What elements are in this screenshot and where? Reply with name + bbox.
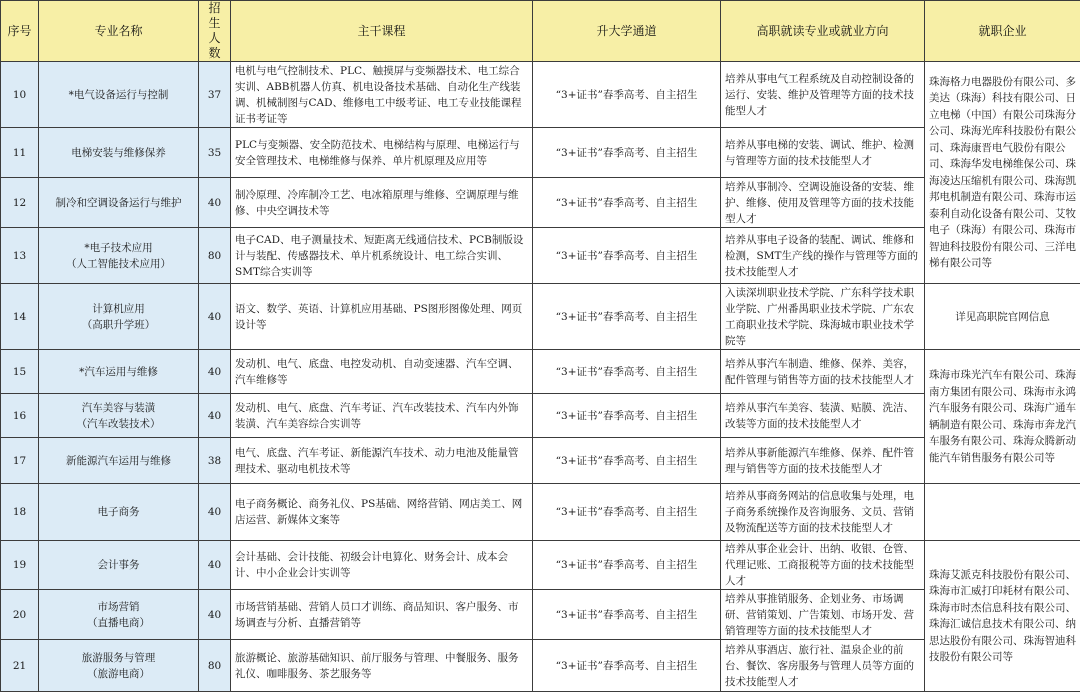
core-courses: 旅游概论、旅游基础知识、前厅服务与管理、中餐服务、服务礼仪、咖啡服务、茶艺服务等 [231, 640, 533, 692]
employers-empty-cell [925, 484, 1080, 541]
major-name-main: 旅游服务与管理 [41, 650, 196, 666]
header-no: 序号 [1, 1, 39, 62]
row-number: 17 [1, 438, 39, 484]
row-number: 18 [1, 484, 39, 541]
major-name-main: *汽车运用与维修 [41, 364, 196, 380]
enrollment-count: 40 [199, 350, 231, 394]
table-row [1, 284, 1080, 350]
major-name-sub: （高职升学班） [41, 317, 196, 333]
university-pathway: “3+证书”春季高考、自主招生 [533, 178, 721, 228]
table-row [1, 394, 1080, 438]
core-courses: 制冷原理、冷库制冷工艺、电冰箱原理与维修、空调原理与维修、中央空调技术等 [231, 178, 533, 228]
header-pathway: 升大学通道 [533, 1, 721, 62]
table-row [1, 350, 1080, 394]
row-number: 10 [1, 62, 39, 128]
core-courses: 市场营销基础、营销人员口才训练、商品知识、客户服务、市场调查与分析、直播营销等 [231, 590, 533, 640]
row-number: 21 [1, 640, 39, 692]
major-name [39, 128, 199, 178]
major-name-main: 电梯安装与维修保养 [41, 145, 196, 161]
major-name-main: 市场营销 [41, 599, 196, 615]
university-pathway: “3+证书”春季高考、自主招生 [533, 590, 721, 640]
major-name-main: *电气设备运行与控制 [41, 87, 196, 103]
table-row [1, 438, 1080, 484]
table-row [1, 590, 1080, 640]
employers-group-c: 珠海市珠光汽车有限公司、珠海南方集团有限公司、珠海市永鸿汽车服务有限公司、珠海广通车辆制造有限公司、珠海市奔龙汽车服务有限公司、珠海众腾新动能汽车销售服务有限公司等 [925, 350, 1080, 484]
major-name [39, 640, 199, 692]
major-name-main: 会计事务 [41, 557, 196, 573]
header-enrollment-line2: 人数 [203, 31, 226, 61]
core-courses: 电气、底盘、汽车考证、新能源汽车技术、动力电池及能量管理技术、驱动电机技术等 [231, 438, 533, 484]
university-pathway: “3+证书”春季高考、自主招生 [533, 541, 721, 590]
row-number: 20 [1, 590, 39, 640]
major-name [39, 590, 199, 640]
row-number: 12 [1, 178, 39, 228]
core-courses: 发动机、电气、底盘、电控发动机、自动变速器、汽车空调、汽车维修等 [231, 350, 533, 394]
row-number: 19 [1, 541, 39, 590]
career-direction: 培养从事推销服务、企划业务、市场调研、营销策划、广告策划、市场开发、营销管理等方面的技术技能型人才 [721, 590, 925, 640]
career-direction: 培养从事新能源汽车维修、保养、配件管理与销售等方面的技术技能型人才 [721, 438, 925, 484]
enrollment-count: 40 [199, 590, 231, 640]
table-row [1, 128, 1080, 178]
career-direction: 培养从事酒店、旅行社、温泉企业的前台、餐饮、客房服务与管理人员等方面的技术技能型人才 [721, 640, 925, 692]
core-courses: 电子商务概论、商务礼仪、PS基础、网络营销、网店美工、网店运营、新媒体文案等 [231, 484, 533, 541]
major-name-sub: （汽车改装技术） [41, 416, 196, 432]
enrollment-count: 40 [199, 394, 231, 438]
header-courses: 主干课程 [231, 1, 533, 62]
row-number: 13 [1, 228, 39, 284]
row-number: 11 [1, 128, 39, 178]
table-row [1, 62, 1080, 128]
employers-group-d: 珠海艾派克科技股份有限公司、珠海市汇威打印耗材有限公司、珠海市时杰信息科技有限公司、珠海汇诚信息技术有限公司、纳思达股份有限公司、珠海智迪科技股份有限公司等 [925, 541, 1080, 692]
university-pathway: “3+证书”春季高考、自主招生 [533, 484, 721, 541]
major-name [39, 62, 199, 128]
core-courses: 发动机、电气、底盘、汽车考证、汽车改装技术、汽车内外饰装潢、汽车美容综合实训等 [231, 394, 533, 438]
core-courses: PLC与变频器、安全防范技术、电梯结构与原理、电梯运行与安全管理技术、电梯维修与保养、单片机原理及应用等 [231, 128, 533, 178]
major-name-main: 汽车美容与装潢 [41, 400, 196, 416]
university-pathway: “3+证书”春季高考、自主招生 [533, 640, 721, 692]
university-pathway: “3+证书”春季高考、自主招生 [533, 62, 721, 128]
university-pathway: “3+证书”春季高考、自主招生 [533, 284, 721, 350]
career-direction: 培养从事汽车美容、装潢、贴膜、洗洁、改装等方面的技术技能型人才 [721, 394, 925, 438]
university-pathway: “3+证书”春季高考、自主招生 [533, 438, 721, 484]
major-name-main: 电子商务 [41, 504, 196, 520]
employers-group-a: 珠海格力电器股份有限公司、多美达（珠海）科技有限公司、日立电梯（中国）有限公司珠海分公司、珠海光库科技股份有限公司、珠海康晋电气股份有限公司、珠海华发电梯维保公司、珠海凌达压缩机有限公司、珠海凯邦电机制造有限公司、珠海市运泰利自动化设备有限公司、艾牧电子（珠海）有限公司、珠海市智迪科技股份有限公司、三洋电梯有限公司等 [925, 62, 1080, 284]
major-name-main: 制冷和空调设备运行与维护 [41, 195, 196, 211]
university-pathway: “3+证书”春季高考、自主招生 [533, 394, 721, 438]
major-name [39, 438, 199, 484]
row-number: 16 [1, 394, 39, 438]
career-direction: 入读深圳职业技术学院、广东科学技术职业学院、广州番禺职业技术学院、广东农工商职业技术学院、珠海城市职业技术学院等 [721, 284, 925, 350]
major-name-sub: （人工智能技术应用） [41, 256, 196, 272]
enrollment-count: 37 [199, 62, 231, 128]
major-name [39, 228, 199, 284]
enrollment-count: 40 [199, 484, 231, 541]
core-courses: 电子CAD、电子测量技术、短距离无线通信技术、PCB制版设计与装配、传感器技术、单片机系统设计、电工综合实训、SMT综合实训等 [231, 228, 533, 284]
major-name-main: 计算机应用 [41, 301, 196, 317]
header-enrollment [199, 1, 231, 62]
row-number: 14 [1, 284, 39, 350]
table-row [1, 178, 1080, 228]
major-name [39, 178, 199, 228]
career-direction: 培养从事电子设备的装配、调试、维修和检测，SMT生产线的操作与管理等方面的技术技能型人才 [721, 228, 925, 284]
career-direction: 培养从事企业会计、出纳、收银、仓管、代理记账、工商报税等方面的技术技能型人才 [721, 541, 925, 590]
header-direction: 高职就读专业或就业方向 [721, 1, 925, 62]
major-name-sub: （直播电商） [41, 615, 196, 631]
enrollment-count: 40 [199, 284, 231, 350]
employers-group-b: 详见高职院官网信息 [925, 284, 1080, 350]
major-name [39, 541, 199, 590]
enrollment-count: 38 [199, 438, 231, 484]
header-companies: 就职企业 [925, 1, 1080, 62]
enrollment-count: 35 [199, 128, 231, 178]
major-name [39, 484, 199, 541]
core-courses: 语文、数学、英语、计算机应用基础、PS图形图像处理、网页设计等 [231, 284, 533, 350]
university-pathway: “3+证书”春季高考、自主招生 [533, 128, 721, 178]
major-name-sub: （旅游电商） [41, 666, 196, 682]
enrollment-count: 40 [199, 541, 231, 590]
major-name [39, 284, 199, 350]
major-name-main: 新能源汽车运用与维修 [41, 453, 196, 469]
table-row [1, 228, 1080, 284]
career-direction: 培养从事商务网站的信息收集与处理，电子商务系统操作及咨询服务、文员、营销及物流配送等方面的技术技能型人才 [721, 484, 925, 541]
major-name [39, 350, 199, 394]
table-row [1, 640, 1080, 692]
enrollment-count: 80 [199, 640, 231, 692]
career-direction: 培养从事汽车制造、维修、保养、美容，配件管理与销售等方面的技术技能型人才 [721, 350, 925, 394]
university-pathway: “3+证书”春季高考、自主招生 [533, 350, 721, 394]
header-row [1, 1, 1080, 62]
header-major: 专业名称 [39, 1, 199, 62]
career-direction: 培养从事制冷、空调设施设备的安装、维护、维修、使用及管理等方面的技术技能型人才 [721, 178, 925, 228]
university-pathway: “3+证书”春季高考、自主招生 [533, 228, 721, 284]
major-name [39, 394, 199, 438]
core-courses: 会计基础、会计技能、初级会计电算化、财务会计、成本会计、中小企业会计实训等 [231, 541, 533, 590]
enrollment-count: 80 [199, 228, 231, 284]
row-number: 15 [1, 350, 39, 394]
major-name-main: *电子技术应用 [41, 240, 196, 256]
enrollment-count: 40 [199, 178, 231, 228]
table-row [1, 484, 1080, 541]
career-direction: 培养从事电梯的安装、调试、维护、检测与管理等方面的技术技能型人才 [721, 128, 925, 178]
table-row [1, 541, 1080, 590]
career-direction: 培养从事电气工程系统及自动控制设备的运行、安装、维护及管理等方面的技术技能型人才 [721, 62, 925, 128]
header-enrollment-line1: 招生 [203, 1, 226, 31]
core-courses: 电机与电气控制技术、PLC、触摸屏与变频器技术、电工综合实训、ABB机器人仿真、机电设备技术基础、自动化生产线装调、机械制图与CAD、维修电工中级考证、电工专业技能课程证书考证等 [231, 62, 533, 128]
